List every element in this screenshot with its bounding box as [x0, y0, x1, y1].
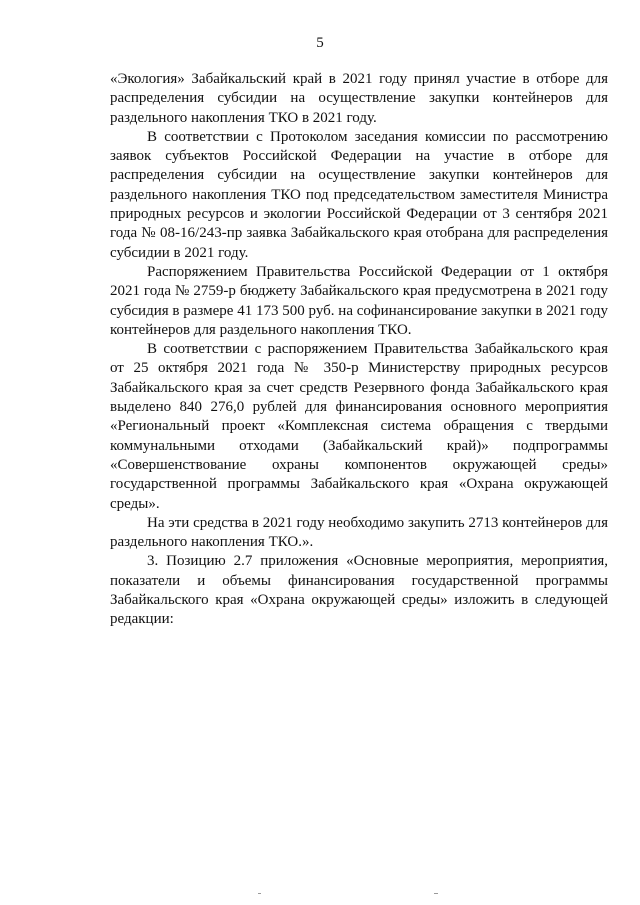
paragraph-regional-order-funding: В соответствии с распоряжением Правительства Забайкальского края от 25 октября 2021 года № 350-р Министерству природных ресурсов Забайкальского края за счет средств Резервного фонда Забайкальского края выделено 840 276,0 рублей для финансирования основного мероприятия «Региональный проект «Комплексная система обращения с твердыми коммунальными отходами (Забайкальский край)» подпрограммы «Совершенствование охраны компонентов окружающей среды» государственной программы Забайкальского края «Охрана окружающей среды».: [110, 341, 608, 512]
paragraph-container-purchase: На эти средства в 2021 году необходимо закупить 2713 контейнеров для раздельного накопления ТКО.».: [110, 514, 608, 551]
paragraph-commission-protocol: В соответствии с Протоколом заседания комиссии по рассмотрению заявок субъектов Российской Федерации на участие в отборе для распределения субсидии на осуществление закупки контейнеров для раздельного накопления ТКО под председательством заместителя Министра природных ресурсов и экологии Российской Федерации от 3 сентября 2021 года № 08-16/243-пр заявка Забайкальского края отобрана для распределения субсидии в 2021 году.: [110, 128, 608, 261]
scan-artifact-right: [434, 893, 438, 894]
scan-artifact-left: [258, 893, 261, 894]
paragraph-federal-order-subsidy: Распоряжением Правительства Российской Федерации от 1 октября 2021 года № 2759-р бюджету Забайкальского края предусмотрена в 2021 году субсидия в размере 41 173 500 руб. на софинансирование закупки в 2021 году контейнеров для раздельного накопления ТКО.: [110, 263, 608, 338]
paragraph-position-2-7: 3. Позицию 2.7 приложения «Основные мероприятия, мероприятия, показатели и объемы финансирования государственной программы Забайкальского края «Охрана окружающей среды» изложить в следующей редакции:: [110, 553, 608, 628]
paragraph-ecology-participation: «Экология» Забайкальский край в 2021 году принял участие в отборе для распределения субсидии на осуществление закупки контейнеров для раздельного накопления ТКО в 2021 году.: [110, 71, 608, 126]
page-number: 5: [316, 35, 324, 51]
document-body: [110, 70, 608, 630]
